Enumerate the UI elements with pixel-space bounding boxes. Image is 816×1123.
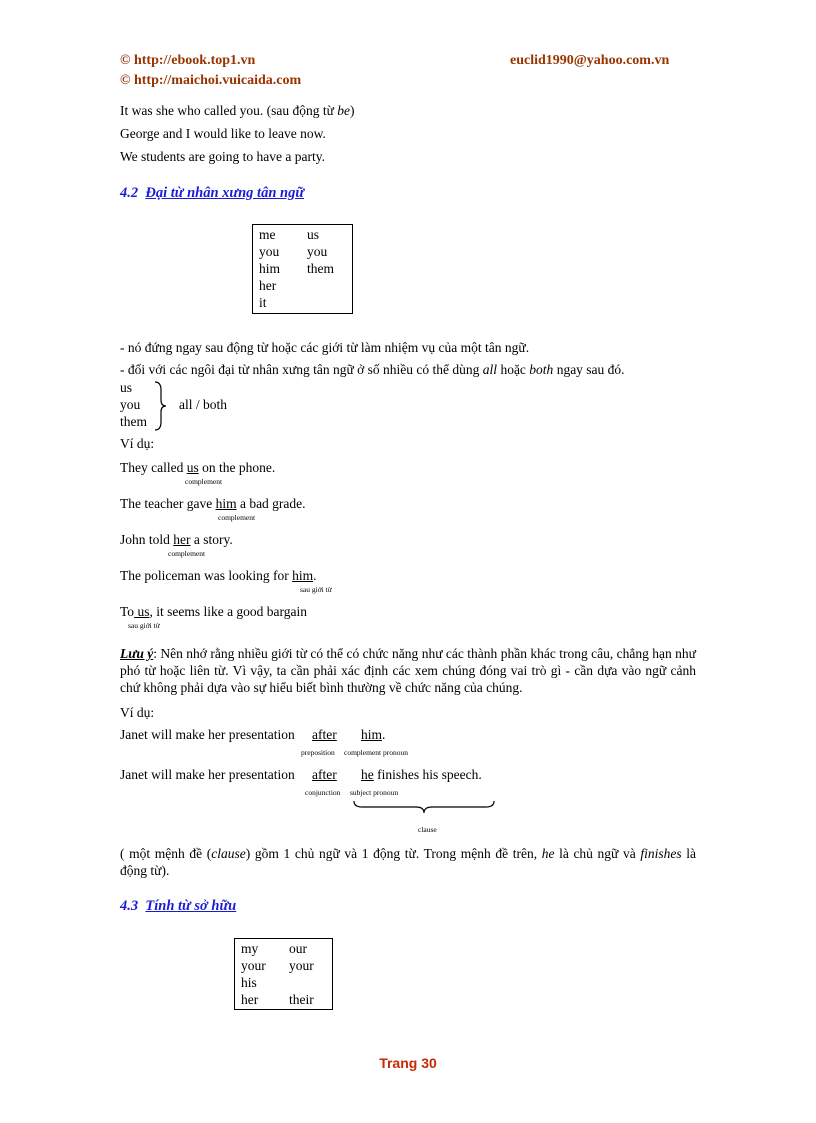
example-annotation: sau giới từ <box>128 621 160 630</box>
page-number: Trang 30 <box>379 1055 437 1071</box>
clause-note-text: ) gồm 1 chủ ngữ và 1 động từ. Trong mệnh đề trên, <box>245 846 542 861</box>
example-text: John told <box>120 532 174 547</box>
table-cell: her <box>259 278 277 293</box>
example-sentence <box>120 568 316 584</box>
table-cell: their <box>289 992 314 1007</box>
section-4-3-title: Tính từ sở hữu <box>145 898 237 914</box>
clause-note-text: ( một mệnh đề ( <box>120 846 212 861</box>
example-sentence <box>120 604 307 620</box>
table-cell: you <box>259 244 280 259</box>
clause-label: clause <box>418 825 437 834</box>
janet-sentence-2: Janet will make her presentation <box>120 767 295 782</box>
plural-them: them <box>120 414 147 429</box>
table-cell: our <box>289 941 307 956</box>
example-word: him <box>215 496 237 511</box>
table-cell: her <box>241 992 259 1007</box>
example-text: They called <box>120 460 187 475</box>
section-4-3-number: 4.3 <box>120 898 139 914</box>
intro-example-3: We students are going to have a party. <box>120 149 325 164</box>
clause-note <box>120 845 696 879</box>
note-2-text: - đối với các ngôi đại từ nhân xưng tân ngữ ở số nhiều có thể dùng <box>120 362 483 377</box>
janet-2-clause <box>361 767 482 783</box>
example-word: him <box>292 568 314 583</box>
section-4-2-title: Đại từ nhân xưng tân ngữ <box>145 185 305 201</box>
table-cell: them <box>307 261 334 276</box>
clause-note-em: he <box>541 846 555 861</box>
table-cell: your <box>289 958 314 973</box>
janet-sentence-1: Janet will make her presentation <box>120 727 295 742</box>
plural-you: you <box>120 397 141 412</box>
brace-label: all / both <box>179 397 227 412</box>
example-text: The policeman was looking for <box>120 568 293 583</box>
note-text: : Nên nhớ rằng nhiều giới từ có thể có chức năng như các thành phần khác trong câu, chẳng hạn như phó từ hoặc liên từ. Vì vậy, ta cần phải xác định các xem chúng đóng vai trò gì - cần dựa vào ngữ cảnh chứ không phải dựa vào sự hiểu biết bình thường về chức năng của chúng. <box>120 646 696 695</box>
example-text: To <box>120 604 135 619</box>
table-cell: your <box>241 958 266 973</box>
note-2 <box>120 362 625 378</box>
note-2-all: all <box>482 362 498 377</box>
example-text: The teacher gave <box>120 496 216 511</box>
example-sentence <box>120 496 306 512</box>
example-label: Ví dụ: <box>120 436 155 451</box>
janet-1-pronoun <box>361 727 385 743</box>
header-email[interactable]: euclid1990@yahoo.com.vn <box>510 53 670 68</box>
example-text: , it seems like a good bargain <box>149 604 308 619</box>
curly-brace-icon <box>152 380 170 432</box>
example-sentence <box>120 460 275 476</box>
intro-example-1-em: be <box>337 103 351 118</box>
section-4-2-number: 4.2 <box>120 185 139 201</box>
janet-1-word: him <box>361 727 383 742</box>
janet-1-label-preposition: preposition <box>301 748 335 757</box>
note-2-end: ngay sau đó. <box>553 362 625 377</box>
example-sentence <box>120 532 233 548</box>
clause-note-em: clause <box>211 846 246 861</box>
note-label: Lưu ý <box>120 646 154 661</box>
example-word: us <box>134 604 150 619</box>
section-4-3-heading <box>120 898 236 915</box>
header-link-maichoi[interactable]: © http://maichoi.vuicaida.com <box>120 73 302 88</box>
janet-2-label-conjunction: conjunction <box>305 788 341 797</box>
janet-2-end: finishes his speech. <box>373 767 482 782</box>
example-annotation: complement <box>218 513 256 522</box>
janet-1-label-pronoun: complement pronoun <box>344 748 408 757</box>
janet-1-end: . <box>382 727 386 742</box>
example-label-2: Ví dụ: <box>120 705 155 720</box>
plural-us: us <box>120 380 133 395</box>
janet-2-word: he <box>361 767 374 782</box>
clause-note-em: finishes <box>640 846 682 861</box>
intro-example-2: George and I would like to leave now. <box>120 126 326 141</box>
intro-example-1 <box>120 103 355 119</box>
table-cell: me <box>259 227 276 242</box>
example-text: . <box>313 568 317 583</box>
janet-2-conjunction: after <box>312 767 337 782</box>
header-link-ebook[interactable]: © http://ebook.top1.vn <box>120 53 256 68</box>
table-cell: him <box>259 261 281 276</box>
example-annotation: complement <box>168 549 206 558</box>
example-annotation: complement <box>185 477 223 486</box>
note-2-both: both <box>529 362 554 377</box>
example-text: a story. <box>190 532 233 547</box>
example-text: a bad grade. <box>236 496 306 511</box>
table-cell: us <box>307 227 320 242</box>
note-paragraph <box>120 645 696 696</box>
section-4-2-heading <box>120 185 304 202</box>
note-1: - nó đứng ngay sau động từ hoặc các giới từ làm nhiệm vụ của một tân ngữ. <box>120 340 530 355</box>
janet-1-preposition: after <box>312 727 337 742</box>
intro-example-1-end: ) <box>350 103 355 118</box>
note-2-mid: hoặc <box>497 362 530 377</box>
example-text: on the phone. <box>198 460 276 475</box>
example-annotation: sau giới từ <box>300 585 332 594</box>
example-word: her <box>173 532 191 547</box>
table-cell: you <box>307 244 328 259</box>
janet-2-label-pronoun: subject pronoun <box>350 788 399 797</box>
table-cell: his <box>241 975 257 990</box>
table-cell: my <box>241 941 259 956</box>
clause-note-text: là chủ ngữ và <box>554 846 641 861</box>
clause-note-text: là động từ). <box>120 846 697 878</box>
underbrace-icon <box>352 799 496 815</box>
intro-example-1-text: It was she who called you. (sau động từ <box>120 103 338 118</box>
example-word: us <box>186 460 199 475</box>
table-cell: it <box>259 295 267 310</box>
